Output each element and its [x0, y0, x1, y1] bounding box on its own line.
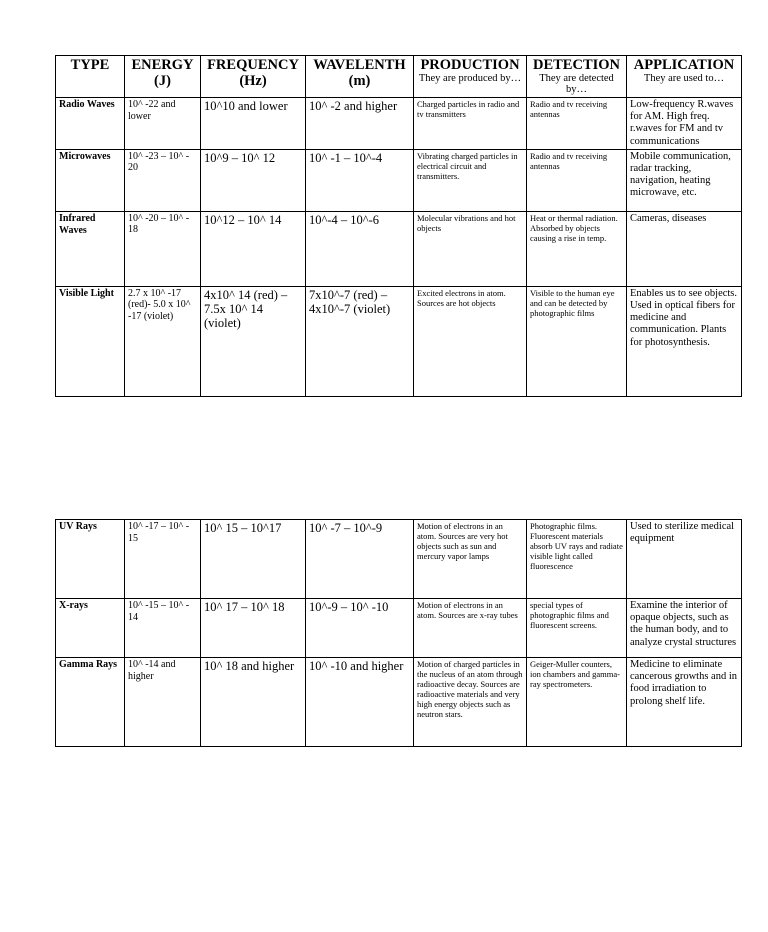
- cell-application: Low-frequency R.waves for AM. High freq. r.waves for FM and tv communications: [627, 98, 742, 150]
- cell-wavelength: 10^-4 – 10^-6: [306, 211, 414, 286]
- cell-frequency: 10^ 17 – 10^ 18: [201, 599, 306, 658]
- cell-energy: 10^ -14 and higher: [125, 658, 201, 747]
- header-application: APPLICATION They are used to…: [627, 56, 742, 98]
- cell-production: Excited electrons in atom. Sources are hot objects: [414, 286, 527, 396]
- header-detection-sub: They are detected by…: [539, 73, 614, 95]
- header-frequency: FREQUENCY (Hz): [201, 56, 306, 98]
- cell-energy: 10^ -23 – 10^ - 20: [125, 149, 201, 211]
- cell-type: Visible Light: [56, 286, 125, 396]
- cell-energy: 10^ -17 – 10^ - 15: [125, 520, 201, 599]
- em-spectrum-table-bottom: [55, 519, 742, 747]
- cell-frequency: 10^12 – 10^ 14: [201, 211, 306, 286]
- cell-production: Vibrating charged particles in electrical circuit and transmitters.: [414, 149, 527, 211]
- cell-energy: 2.7 x 10^ -17 (red)- 5.0 x 10^ -17 (violet): [125, 286, 201, 396]
- cell-application: Medicine to eliminate cancerous growths and in food irradiation to prolong shelf life.: [627, 658, 742, 747]
- header-application-sub: They are used to…: [643, 73, 725, 84]
- cell-production: Molecular vibrations and hot objects: [414, 211, 527, 286]
- cell-frequency: 10^9 – 10^ 12: [201, 149, 306, 211]
- cell-detection: Radio and tv receiving antennas: [527, 98, 627, 150]
- table-row: [56, 286, 742, 396]
- cell-application: Examine the interior of opaque objects, such as the human body, and to analyze crystal structures: [627, 599, 742, 658]
- cell-type: Radio Waves: [56, 98, 125, 150]
- cell-application: Used to sterilize medical equipment: [627, 520, 742, 599]
- cell-production: Motion of charged particles in the nucleus of an atom through radioactive decay. Sources are radioactive materials and very high energy objects such as neutron stars.: [414, 658, 527, 747]
- cell-type: Infrared Waves: [56, 211, 125, 286]
- cell-wavelength: 10^-9 – 10^ -10: [306, 599, 414, 658]
- cell-energy: 10^ -20 – 10^ - 18: [125, 211, 201, 286]
- cell-type: Gamma Rays: [56, 658, 125, 747]
- table-row: [56, 599, 742, 658]
- cell-production: Motion of electrons in an atom. Sources are very hot objects such as sun and mercury vapor lamps: [414, 520, 527, 599]
- cell-production: Motion of electrons in an atom. Sources are x-ray tubes: [414, 599, 527, 658]
- table-row: [56, 149, 742, 211]
- cell-detection: Geiger-Muller counters, ion chambers and gamma-ray spectrometers.: [527, 658, 627, 747]
- header-energy: ENERGY (J): [125, 56, 201, 98]
- table-row: [56, 520, 742, 599]
- cell-application: Cameras, diseases: [627, 211, 742, 286]
- cell-wavelength: 10^ -10 and higher: [306, 658, 414, 747]
- cell-type: Microwaves: [56, 149, 125, 211]
- cell-wavelength: 7x10^-7 (red) – 4x10^-7 (violet): [306, 286, 414, 396]
- cell-application: Mobile communication, radar tracking, navigation, heating microwave, etc.: [627, 149, 742, 211]
- cell-wavelength: 10^ -1 – 10^-4: [306, 149, 414, 211]
- header-row: [56, 56, 742, 98]
- cell-detection: Heat or thermal radiation. Absorbed by objects causing a rise in temp.: [527, 211, 627, 286]
- cell-wavelength: 10^ -7 – 10^-9: [306, 520, 414, 599]
- cell-frequency: 4x10^ 14 (red) – 7.5x 10^ 14 (violet): [201, 286, 306, 396]
- cell-energy: 10^ -15 – 10^ - 14: [125, 599, 201, 658]
- cell-frequency: 10^10 and lower: [201, 98, 306, 150]
- cell-frequency: 10^ 15 – 10^17: [201, 520, 306, 599]
- cell-type: X-rays: [56, 599, 125, 658]
- cell-frequency: 10^ 18 and higher: [201, 658, 306, 747]
- table-row: [56, 211, 742, 286]
- cell-detection: Radio and tv receiving antennas: [527, 149, 627, 211]
- cell-detection: Photographic films. Fluorescent materials absorb UV rays and radiate visible light called fluorescence: [527, 520, 627, 599]
- em-spectrum-table-top: [55, 55, 742, 397]
- cell-type: UV Rays: [56, 520, 125, 599]
- cell-detection: Visible to the human eye and can be detected by photographic films: [527, 286, 627, 396]
- table-row: [56, 98, 742, 150]
- cell-energy: 10^ -22 and lower: [125, 98, 201, 150]
- header-type: TYPE: [56, 56, 125, 98]
- cell-production: Charged particles in radio and tv transmitters: [414, 98, 527, 150]
- header-detection: DETECTION They are detected by…: [527, 56, 627, 98]
- header-production-sub: They are produced by…: [418, 73, 522, 84]
- cell-detection: special types of photographic films and fluorescent screens.: [527, 599, 627, 658]
- cell-wavelength: 10^ -2 and higher: [306, 98, 414, 150]
- header-production: PRODUCTION They are produced by…: [414, 56, 527, 98]
- cell-application: Enables us to see objects. Used in optical fibers for medicine and communication. Plants for photosynthesis.: [627, 286, 742, 396]
- table-row: [56, 658, 742, 747]
- header-wavelength: WAVELENTH (m): [306, 56, 414, 98]
